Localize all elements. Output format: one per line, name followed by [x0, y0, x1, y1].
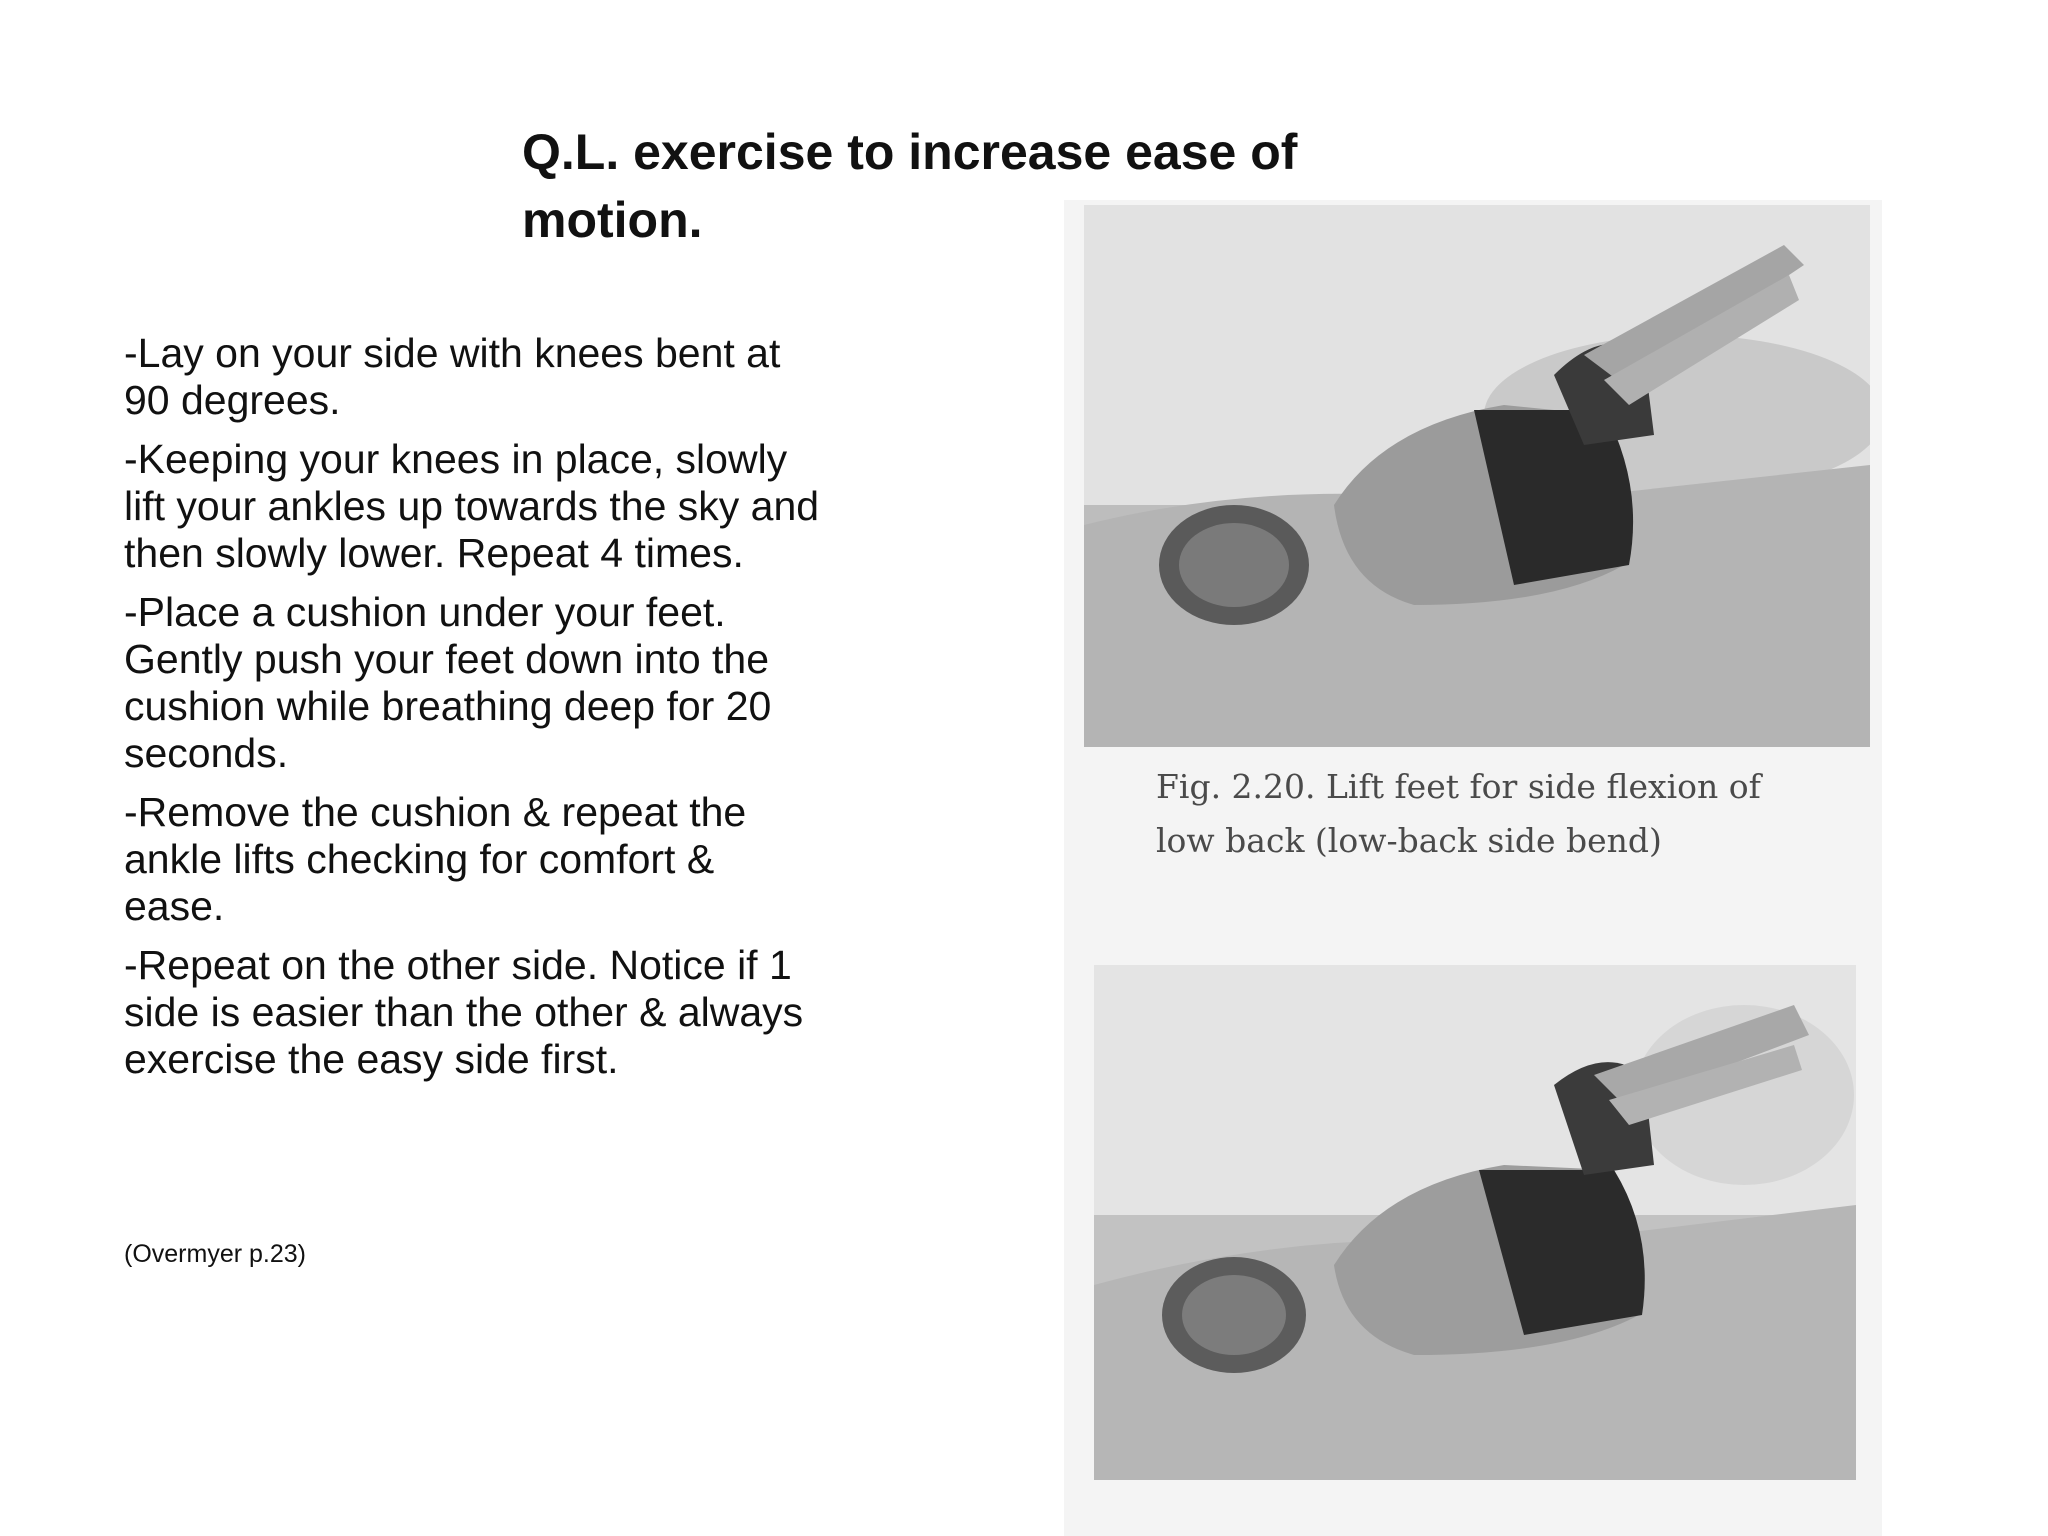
- instruction-step: -Keeping your knees in place, slowly lift your ankles up towards the sky and then slowly lower. Repeat 4 times.: [124, 436, 820, 576]
- caption-line: low back (low-back side bend): [1156, 821, 1662, 860]
- instruction-step: -Remove the cushion & repeat the ankle lifts checking for comfort & ease.: [124, 789, 747, 929]
- photo-illustration: [1084, 205, 1870, 747]
- instruction-step: -Place a cushion under your feet. Gently push your feet down into the cushion while breathing deep for 20 seconds.: [124, 589, 772, 776]
- slide-title: Q.L. exercise to increase ease of motion.: [522, 124, 1298, 248]
- figure-panel: [1064, 200, 1882, 1536]
- instruction-list: [124, 330, 824, 1095]
- citation: (Overmyer p.23): [124, 1240, 306, 1268]
- photo-illustration: [1094, 965, 1856, 1480]
- instruction-step: -Lay on your side with knees bent at 90 degrees.: [124, 330, 781, 423]
- figure-caption: [1156, 760, 1856, 868]
- instruction-step: -Repeat on the other side. Notice if 1 side is easier than the other & always exercise the easy side first.: [124, 942, 804, 1082]
- caption-line: Fig. 2.20. Lift feet for side flexion of: [1156, 767, 1761, 806]
- exercise-photo-ankles-lifted: [1084, 205, 1870, 747]
- exercise-photo-with-cushion: [1094, 965, 1856, 1480]
